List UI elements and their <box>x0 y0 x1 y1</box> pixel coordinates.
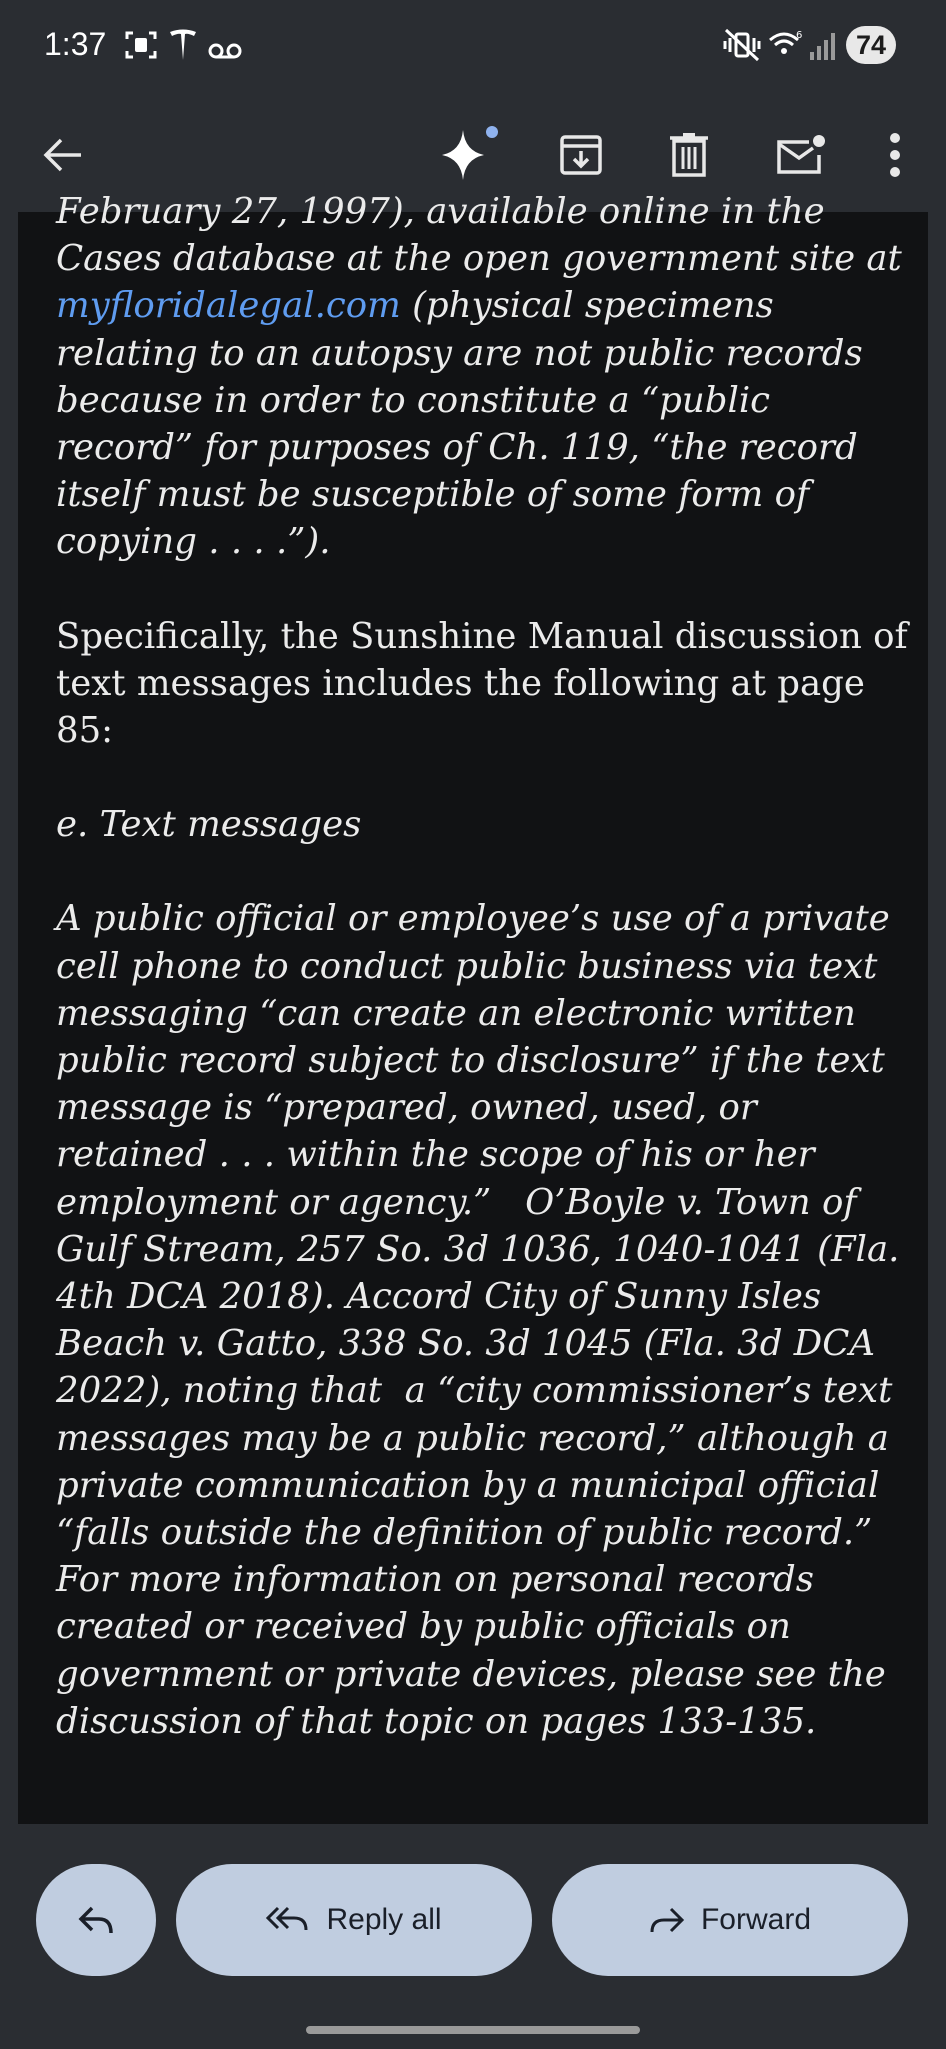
paragraph-text-messages: A public official or employee’s use of a private cell phone to conduct public business via text messaging “can create an electronic written public record subject to disclosure” if the text message is “prepared, owned, used, or retained . . . within the scope of his or her employment or agency.” O’Boyle v. Town of Gulf Stream, 257 So. 3d 1036, 1040-1041 (Fla. 4th DCA 2018). Accord City of Sunny Isles Beach v. Gatto, 338 So. 3d 1045 (Fla. 3d DCA 2022), noting that a “city commissioner’s text messages may be a public record,” although a private communication by a municipal official “falls outside the definition of public record.” For more information on personal records created or received by public officials on government or private devices, please see the discussion of that topic on pages 133-135. <box>56 898 900 1742</box>
sparkle-icon <box>436 124 498 186</box>
status-bar <box>0 0 946 96</box>
delete-icon <box>667 132 711 178</box>
more-icon <box>888 131 902 179</box>
archive-icon <box>559 133 603 177</box>
back-button[interactable] <box>28 120 98 190</box>
gesture-handle[interactable] <box>306 2026 640 2034</box>
reply-all-icon <box>266 1906 310 1934</box>
forward-button[interactable] <box>552 1864 908 1976</box>
paragraph-sunshine-manual: Specifically, the Sunshine Manual discussion of text messages includes the following at page 85: <box>56 615 908 752</box>
delete-button[interactable] <box>654 120 724 190</box>
back-arrow-icon <box>43 137 83 173</box>
reply-button[interactable] <box>36 1864 156 1976</box>
mark-unread-icon <box>775 133 827 177</box>
forward-label: Forward <box>700 1903 812 1936</box>
gemini-button[interactable] <box>432 120 502 190</box>
myfloridalegal-link[interactable]: myfloridalegal.com <box>56 285 401 327</box>
wifi-icon <box>768 28 804 62</box>
email-body <box>18 191 928 1824</box>
battery-level: 74 <box>846 26 896 64</box>
more-options-button[interactable] <box>860 120 930 190</box>
cutoff-line: February 27, 1997), available online in the <box>56 191 825 232</box>
voicemail-icon <box>208 34 242 68</box>
signal-icon <box>808 28 838 62</box>
vibrate-mute-icon <box>722 28 762 62</box>
paragraph-text: Cases database at the open government site at <box>56 238 902 280</box>
email-content <box>56 188 916 1745</box>
reply-icon <box>78 1905 114 1935</box>
reply-all-label: Reply all <box>326 1903 442 1936</box>
status-time: 1:37 <box>44 26 107 62</box>
screenshot-icon <box>124 28 158 62</box>
paragraph-text: (physical specimens relating to an autopsy are not public records because in order to constitute a “public record” for purposes of Ch. 119, “the record itself must be susceptible of some form of copying . . . .”). <box>56 285 863 563</box>
reply-all-button[interactable] <box>176 1864 532 1976</box>
mark-unread-button[interactable] <box>766 120 836 190</box>
tesla-icon <box>168 28 198 62</box>
section-heading: e. Text messages <box>56 804 362 846</box>
archive-button[interactable] <box>546 120 616 190</box>
forward-icon <box>649 1906 685 1934</box>
svg-text:6: 6 <box>796 30 803 41</box>
paragraph-autopsy-records <box>56 235 916 565</box>
